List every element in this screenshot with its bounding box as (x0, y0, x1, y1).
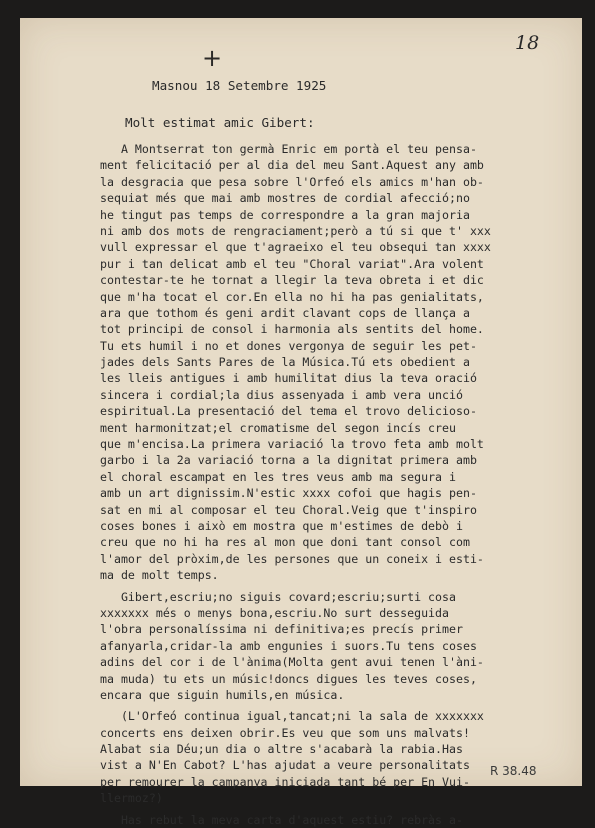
catalog-mark: R 38.48 (490, 764, 537, 778)
text-line: les lleis antigues i amb humilitat dius la teva oració (100, 371, 477, 386)
text-line: Tu ets humil i no et dones vergonya de seguir les pet- (100, 338, 477, 353)
text-line: ara que tothom és geni ardit clavant cops de llança a (100, 305, 470, 320)
cross-mark: + (202, 44, 223, 72)
text-line: afanyarla,cridar-la amb engunies i suors.Tu tens coses (100, 638, 477, 653)
text-line: llermoz?) (100, 791, 163, 806)
text-line: xxxxxxx més o menys bona,escriu.No surt desseguida (100, 605, 450, 620)
text-line: ment harmonitzat;el cromatisme del segon incís creu (100, 420, 456, 435)
text-line: vull expressar el que t'agraeixo el teu obsequi tan xxxx (100, 240, 491, 255)
paragraph-4 (100, 812, 580, 828)
text-line: per remourer la campanya iniciada tant bé per En Vui- (100, 774, 470, 789)
text-line: sincera i cordial;la dius assenyada i amb vera unció (100, 387, 463, 402)
text-line: tot principi de consol i harmonia als sentits del home. (100, 322, 484, 337)
text-line: ma muda) tu ets un músic!doncs digues les teves coses, (100, 671, 477, 686)
paragraph-1 (100, 141, 580, 584)
text-line: coses bones i això em mostra que m'estimes de debò i (100, 518, 463, 533)
paragraph-3 (100, 708, 580, 806)
text-line: sequiat més que mai amb mostres de cordial afecció;no (100, 191, 470, 206)
text-line: adins del cor i de l'ànima(Molta gent avui tenen l'àni- (100, 655, 484, 670)
paragraph-2 (100, 589, 580, 704)
text-line: que m'encisa.La primera variació la trovo feta amb molt (100, 437, 484, 452)
letter-body (100, 141, 580, 828)
text-line: amb un art dignissim.N'estic xxxx cofoi que hagis pen- (100, 486, 477, 501)
text-line: el choral escampat en les tres veus amb ma segura i (100, 469, 456, 484)
text-line: creu que no hi ha res al mon que doni tant consol com (100, 535, 470, 550)
text-line: ment felicitació per al dia del meu Sant.Aquest any amb (100, 158, 484, 173)
letter-page (20, 18, 582, 827)
text-line: jades dels Sants Pares de la Música.Tú ets obedient a (100, 355, 470, 370)
text-line: he tingut pas temps de correspondre a la gran majoria (100, 207, 470, 222)
text-line: pur i tan delicat amb el teu "Choral variat".Ara volent (100, 256, 484, 271)
text-line: contestar-te he tornat a llegir la teva obreta i et dic (100, 273, 484, 288)
text-line: espiritual.La presentació del tema el trovo delicioso- (100, 404, 477, 419)
text-line: que m'ha tocat el cor.En ella no hi ha pas genialitats, (100, 289, 484, 304)
page-number: 18 (515, 32, 540, 54)
text-line: sat en mi al composar el teu Choral.Veig que t'inspiro (100, 502, 477, 517)
text-line: Gibert,escriu;no siguis covard;escriu;surti cosa (100, 589, 456, 604)
text-line: ma de molt temps. (100, 568, 219, 583)
text-line: A Montserrat ton germà Enric em portà el teu pensa- (100, 142, 477, 156)
text-line: Has rebut la meva carta d'aquest estiu? rebràs a- (100, 812, 463, 827)
text-line: ni amb dos mots de rengraciament;però a tú si que t' xxx (100, 223, 491, 238)
greeting: Molt estimat amic Gibert: (125, 115, 315, 130)
text-line: Alabat sia Déu;un dia o altre s'acabarà la rabia.Has (100, 742, 463, 757)
text-line: concerts ens deixen obrir.Es veu que som uns malvats! (100, 725, 470, 740)
text-line: l'obra personalíssima ni definitiva;es precís primer (100, 622, 463, 637)
text-line: (L'Orfeó continua igual,tancat;ni la sala de xxxxxxx (100, 709, 484, 724)
text-line: l'amor del pròxim,de les persones que un coneix i esti- (100, 551, 484, 566)
text-line: encara que siguin humils,en música. (100, 687, 345, 702)
text-line: la desgracia que pesa sobre l'Orfeó els amics m'han ob- (100, 174, 484, 189)
date-line: Masnou 18 Setembre 1925 (152, 78, 327, 93)
text-line: vist a N'En Cabot? L'has ajudat a veure personalitats (100, 758, 470, 773)
text-line: garbo i la 2a variació torna a la dignitat primera amb (100, 453, 477, 468)
